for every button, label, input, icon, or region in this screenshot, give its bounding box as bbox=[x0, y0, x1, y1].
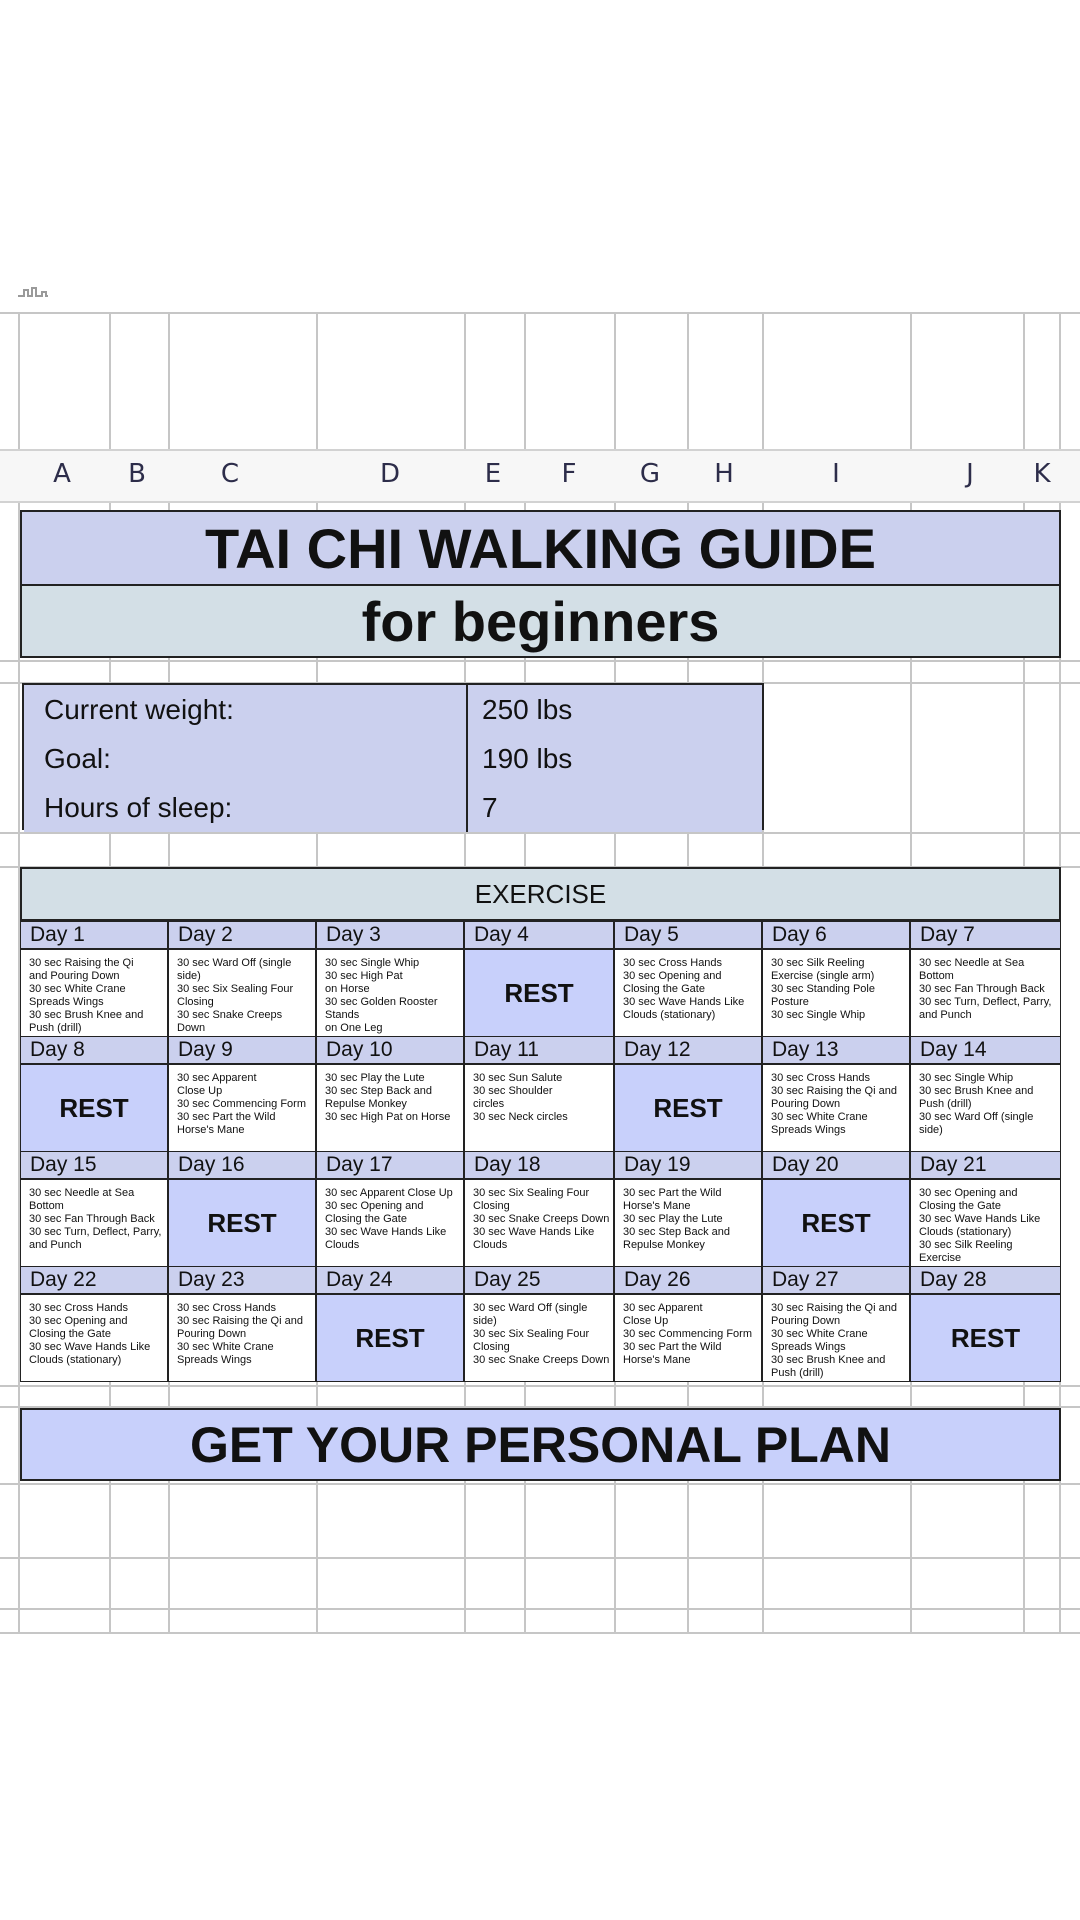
exercise-line: 30 sec Silk Reeling Exercise bbox=[919, 1239, 1013, 1264]
column-header-c[interactable]: C bbox=[220, 459, 240, 489]
grid-horizontal-line bbox=[0, 832, 1080, 834]
page-subtitle: for beginners bbox=[20, 586, 1061, 658]
day-header: Day 13 bbox=[762, 1036, 910, 1064]
exercise-line: 30 sec Golden Rooster Stands bbox=[325, 996, 438, 1021]
exercise-line: 30 sec Opening and Closing the Gate bbox=[623, 970, 722, 995]
exercise-line: 30 sec Ward Off (single side) bbox=[473, 1302, 588, 1327]
day-exercise-cell[interactable] bbox=[910, 949, 1061, 1037]
day-header: Day 18 bbox=[464, 1151, 614, 1179]
stats-row-goal bbox=[24, 734, 762, 785]
rest-day-cell[interactable]: REST bbox=[20, 1064, 168, 1152]
exercise-line: 30 sec Snake Creeps Down bbox=[473, 1213, 610, 1225]
column-header-f[interactable]: F bbox=[561, 459, 577, 489]
column-header-e[interactable]: E bbox=[484, 459, 502, 489]
day-exercise-cell[interactable] bbox=[168, 1064, 316, 1152]
exercise-line: 30 sec White Crane Spreads Wings bbox=[177, 1341, 274, 1366]
exercise-line: 30 sec Six Sealing Four Closing bbox=[177, 983, 294, 1008]
exercise-line: and Pouring Down bbox=[29, 970, 120, 982]
exercise-line: 30 sec Commencing Form bbox=[177, 1098, 306, 1110]
grid-horizontal-line bbox=[0, 1608, 1080, 1610]
exercise-line: 30 sec Snake Creeps Down bbox=[177, 1009, 283, 1034]
day-exercise-cell[interactable] bbox=[316, 949, 464, 1037]
exercise-line: 30 sec Sun Salute bbox=[473, 1072, 563, 1084]
exercise-line: 30 sec Raising the Qi and Pouring Down bbox=[771, 1085, 897, 1110]
exercise-line: 30 sec Single Whip bbox=[771, 1009, 866, 1021]
exercise-line: Close Up bbox=[623, 1315, 669, 1327]
stats-table bbox=[22, 683, 764, 830]
app-logo-icon bbox=[16, 280, 50, 300]
day-exercise-cell[interactable] bbox=[910, 1064, 1061, 1152]
day-header: Day 5 bbox=[614, 921, 762, 949]
day-header: Day 28 bbox=[910, 1266, 1061, 1294]
exercise-line: 30 sec Wave Hands Like Clouds (stationary) bbox=[623, 996, 745, 1021]
stats-value[interactable]: 250 lbs bbox=[482, 694, 573, 725]
exercise-line: 30 sec Ward Off (single side) bbox=[919, 1111, 1034, 1136]
exercise-line: 30 sec Raising the Qi and Pouring Down bbox=[177, 1315, 303, 1340]
stats-value[interactable]: 7 bbox=[482, 792, 498, 823]
exercise-line: 30 sec Wave Hands Like Clouds (stationary) bbox=[29, 1341, 151, 1366]
exercise-line: 30 sec White Crane Spreads Wings bbox=[771, 1328, 868, 1353]
day-exercise-cell[interactable] bbox=[168, 1294, 316, 1382]
exercise-line: 30 sec Apparent Close Up bbox=[325, 1187, 453, 1199]
day-header: Day 19 bbox=[614, 1151, 762, 1179]
day-exercise-cell[interactable] bbox=[464, 1064, 614, 1152]
exercise-line: 30 sec Six Sealing Four Closing bbox=[473, 1328, 590, 1353]
exercise-line: 30 sec Step Back and Repulse Monkey bbox=[325, 1085, 433, 1110]
column-header-k[interactable]: K bbox=[1033, 459, 1051, 489]
day-header: Day 7 bbox=[910, 921, 1061, 949]
exercise-line: 30 sec Needle at Sea Bottom bbox=[29, 1187, 135, 1212]
exercise-line: 30 sec Raising the Qi bbox=[29, 957, 134, 969]
day-exercise-cell[interactable] bbox=[614, 949, 762, 1037]
day-header: Day 2 bbox=[168, 921, 316, 949]
exercise-line: 30 sec Raising the Qi and Pouring Down bbox=[771, 1302, 897, 1327]
day-exercise-cell[interactable] bbox=[20, 949, 168, 1037]
grid-horizontal-line bbox=[0, 660, 1080, 662]
day-header: Day 6 bbox=[762, 921, 910, 949]
exercise-line: 30 sec Turn, Deflect, Parry, and Punch bbox=[29, 1226, 162, 1251]
exercise-line: 30 sec Ward Off (single side) bbox=[177, 957, 292, 982]
grid-horizontal-line bbox=[0, 312, 1080, 314]
exercise-line: 30 sec Fan Through Back bbox=[29, 1213, 155, 1225]
day-exercise-cell[interactable] bbox=[762, 949, 910, 1037]
rest-day-cell[interactable]: REST bbox=[316, 1294, 464, 1382]
rest-day-cell[interactable]: REST bbox=[168, 1179, 316, 1267]
stats-label: Current weight: bbox=[24, 685, 468, 734]
exercise-line: 30 sec Cross Hands bbox=[623, 957, 723, 969]
day-exercise-cell[interactable] bbox=[316, 1179, 464, 1267]
exercise-line: 30 sec Cross Hands bbox=[771, 1072, 871, 1084]
exercise-line: 30 sec Step Back and Repulse Monkey bbox=[623, 1226, 731, 1251]
day-header: Day 23 bbox=[168, 1266, 316, 1294]
exercise-line: 30 sec Play the Lute bbox=[325, 1072, 425, 1084]
exercise-line: 30 sec Brush Knee and Push (drill) bbox=[919, 1085, 1034, 1110]
day-header: Day 27 bbox=[762, 1266, 910, 1294]
exercise-line: 30 sec Opening and Closing the Gate bbox=[29, 1315, 128, 1340]
exercise-line: 30 sec Standing Pole Posture bbox=[771, 983, 875, 1008]
grid-horizontal-line bbox=[0, 1385, 1080, 1387]
exercise-line: Push (drill) bbox=[29, 1022, 82, 1034]
exercise-line: 30 sec Cross Hands bbox=[29, 1302, 129, 1314]
day-exercise-cell[interactable] bbox=[464, 1294, 614, 1382]
exercise-line: 30 sec Apparent bbox=[177, 1072, 257, 1084]
stats-label: Goal: bbox=[24, 734, 468, 783]
exercise-line: 30 sec Opening and Closing the Gate bbox=[919, 1187, 1018, 1212]
column-header-i[interactable]: I bbox=[832, 459, 840, 489]
exercise-line: 30 sec Snake Creeps Down bbox=[473, 1354, 610, 1366]
exercise-line: 30 sec Wave Hands Like Clouds bbox=[473, 1226, 595, 1251]
rest-day-cell[interactable]: REST bbox=[464, 949, 614, 1037]
column-header-g[interactable]: G bbox=[639, 459, 661, 489]
day-header: Day 8 bbox=[20, 1036, 168, 1064]
exercise-line: on One Leg bbox=[325, 1022, 383, 1034]
exercise-line: 30 sec Single Whip bbox=[325, 957, 420, 969]
exercise-line: 30 sec Needle at Sea Bottom bbox=[919, 957, 1025, 982]
day-exercise-cell[interactable] bbox=[464, 1179, 614, 1267]
exercise-line: 30 sec Shoulder bbox=[473, 1085, 553, 1097]
grid-horizontal-line bbox=[0, 1483, 1080, 1485]
day-header: Day 3 bbox=[316, 921, 464, 949]
day-exercise-cell[interactable] bbox=[762, 1294, 910, 1382]
day-header: Day 21 bbox=[910, 1151, 1061, 1179]
day-header: Day 22 bbox=[20, 1266, 168, 1294]
rest-day-cell[interactable]: REST bbox=[762, 1179, 910, 1267]
stats-row-sleep bbox=[24, 783, 762, 832]
exercise-line: circles bbox=[473, 1098, 505, 1110]
day-exercise-cell[interactable] bbox=[168, 949, 316, 1037]
day-header: Day 1 bbox=[20, 921, 168, 949]
exercise-line: 30 sec High Pat bbox=[325, 970, 403, 982]
day-header: Day 10 bbox=[316, 1036, 464, 1064]
stats-value[interactable]: 190 lbs bbox=[482, 743, 573, 774]
exercise-line: 30 sec White Crane bbox=[29, 983, 126, 995]
exercise-line: 30 sec Wave Hands Like Clouds (stationary) bbox=[919, 1213, 1041, 1238]
exercise-line: 30 sec Neck circles bbox=[473, 1111, 568, 1123]
exercise-line: 30 sec White Crane Spreads Wings bbox=[771, 1111, 868, 1136]
exercise-line: 30 sec Cross Hands bbox=[177, 1302, 277, 1314]
day-header: Day 25 bbox=[464, 1266, 614, 1294]
column-header-h[interactable]: H bbox=[714, 459, 734, 489]
exercise-line: 30 sec Part the Wild Horse's Mane bbox=[623, 1341, 722, 1366]
exercise-line: 30 sec Brush Knee and bbox=[29, 1009, 144, 1021]
exercise-line: 30 sec High Pat on Horse bbox=[325, 1111, 451, 1123]
page-title: TAI CHI WALKING GUIDE bbox=[20, 510, 1061, 586]
exercise-line: 30 sec Commencing Form bbox=[623, 1328, 752, 1340]
exercise-line: 30 sec Part the Wild Horse's Mane bbox=[623, 1187, 722, 1212]
day-exercise-cell[interactable] bbox=[910, 1179, 1061, 1267]
day-exercise-cell[interactable] bbox=[614, 1294, 762, 1382]
day-header: Day 15 bbox=[20, 1151, 168, 1179]
exercise-line: 30 sec Part the Wild Horse's Mane bbox=[177, 1111, 276, 1136]
day-exercise-cell[interactable] bbox=[316, 1064, 464, 1152]
day-exercise-cell[interactable] bbox=[762, 1064, 910, 1152]
exercise-header: EXERCISE bbox=[20, 867, 1061, 921]
exercise-line: 30 sec Turn, Deflect, Parry, and Punch bbox=[919, 996, 1052, 1021]
day-header: Day 14 bbox=[910, 1036, 1061, 1064]
column-header-b[interactable]: B bbox=[128, 459, 146, 489]
rest-day-cell[interactable]: REST bbox=[910, 1294, 1061, 1382]
stats-label: Hours of sleep: bbox=[24, 783, 468, 832]
day-header: Day 24 bbox=[316, 1266, 464, 1294]
grid-horizontal-line bbox=[0, 1557, 1080, 1559]
day-header: Day 11 bbox=[464, 1036, 614, 1064]
day-header: Day 4 bbox=[464, 921, 614, 949]
column-header-d[interactable]: D bbox=[379, 459, 401, 489]
day-exercise-cell[interactable] bbox=[614, 1179, 762, 1267]
day-exercise-cell[interactable] bbox=[20, 1294, 168, 1382]
exercise-line: 30 sec Wave Hands Like Clouds bbox=[325, 1226, 447, 1251]
column-header-j[interactable]: J bbox=[966, 459, 974, 489]
grid-horizontal-line bbox=[0, 1632, 1080, 1634]
exercise-line: 30 sec Opening and Closing the Gate bbox=[325, 1200, 424, 1225]
exercise-line: 30 sec Silk Reeling Exercise (single arm) bbox=[771, 957, 875, 982]
exercise-line: 30 sec Play the Lute bbox=[623, 1213, 723, 1225]
column-header-a[interactable]: A bbox=[53, 459, 71, 489]
stats-row-weight bbox=[24, 685, 762, 736]
day-header: Day 20 bbox=[762, 1151, 910, 1179]
day-header: Day 9 bbox=[168, 1036, 316, 1064]
day-header: Day 26 bbox=[614, 1266, 762, 1294]
exercise-line: on Horse bbox=[325, 983, 370, 995]
exercise-line: 30 sec Apparent bbox=[623, 1302, 703, 1314]
exercise-line: Close Up bbox=[177, 1085, 223, 1097]
personal-plan-button[interactable]: GET YOUR PERSONAL PLAN bbox=[20, 1408, 1061, 1481]
day-header: Day 12 bbox=[614, 1036, 762, 1064]
exercise-line: 30 sec Six Sealing Four Closing bbox=[473, 1187, 590, 1212]
day-header: Day 16 bbox=[168, 1151, 316, 1179]
rest-day-cell[interactable]: REST bbox=[614, 1064, 762, 1152]
exercise-line: Spreads Wings bbox=[29, 996, 104, 1008]
day-exercise-cell[interactable] bbox=[20, 1179, 168, 1267]
day-header: Day 17 bbox=[316, 1151, 464, 1179]
exercise-line: 30 sec Fan Through Back bbox=[919, 983, 1045, 995]
exercise-line: 30 sec Brush Knee and Push (drill) bbox=[771, 1354, 886, 1379]
exercise-line: 30 sec Single Whip bbox=[919, 1072, 1014, 1084]
